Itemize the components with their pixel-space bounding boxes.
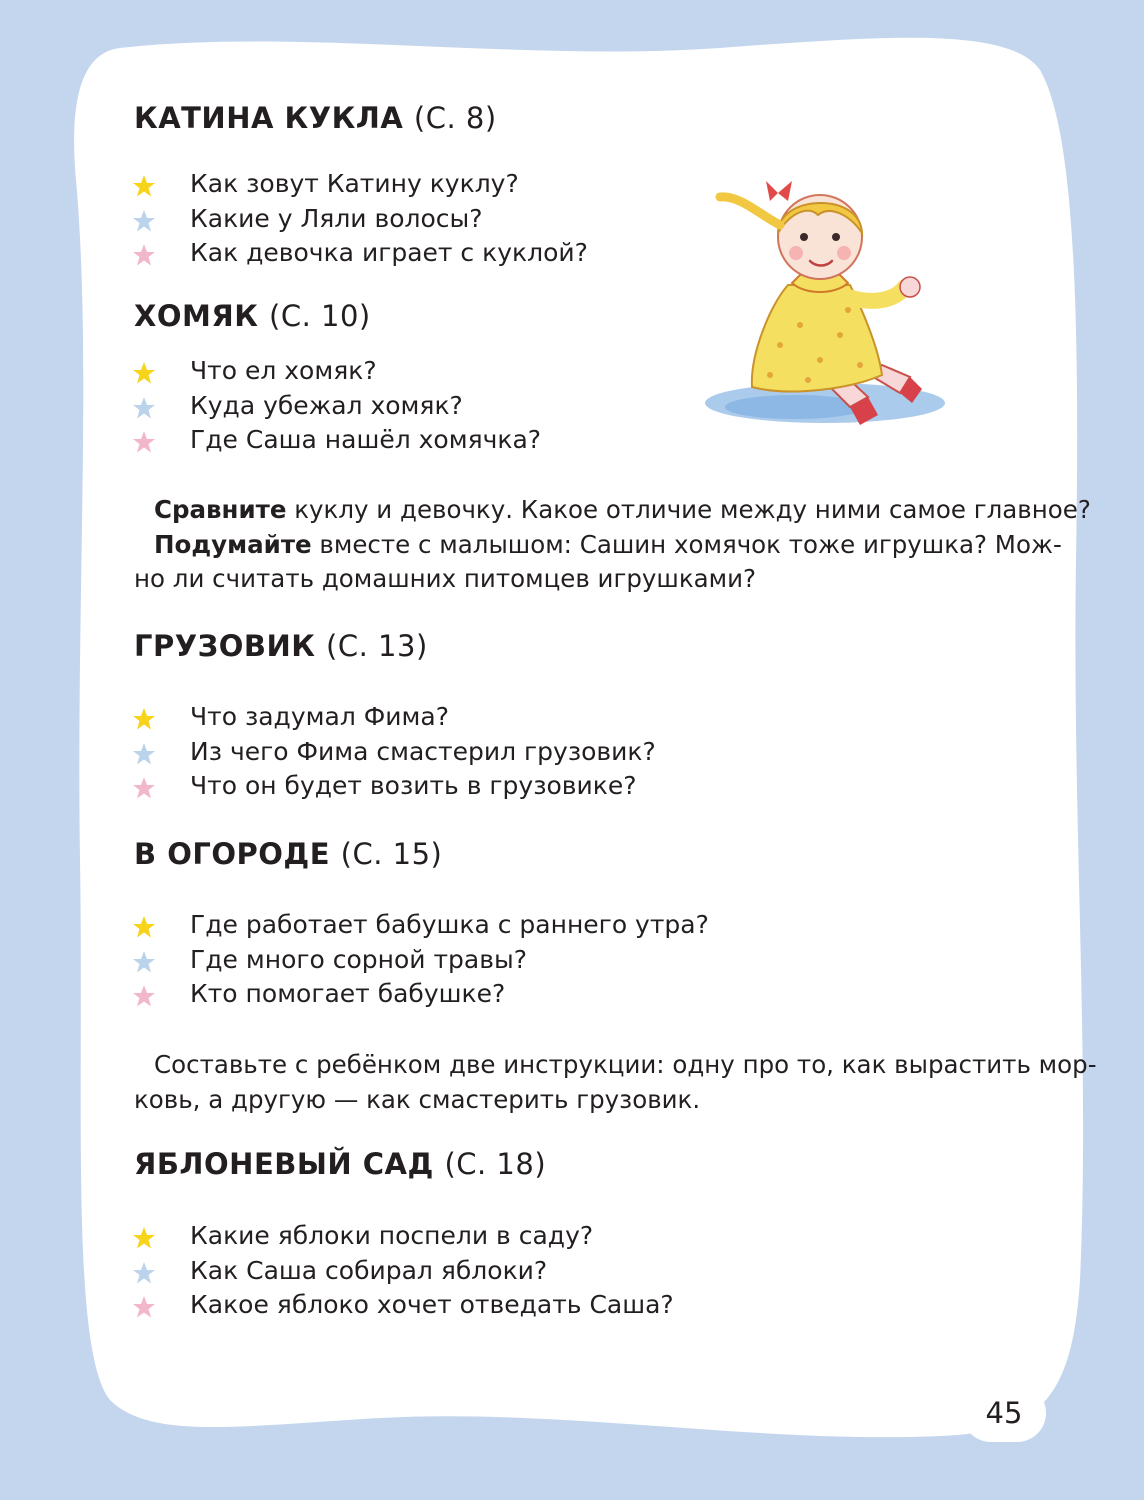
section-heading-1 xyxy=(134,100,497,136)
star-icon xyxy=(132,1261,156,1285)
star-icon xyxy=(132,243,156,267)
section-title: КАТИНА КУКЛА xyxy=(134,101,404,135)
star-icon xyxy=(132,776,156,800)
question-list-1 xyxy=(132,167,692,271)
section-title: ЯБЛОНЕВЫЙ САД xyxy=(134,1147,434,1181)
section-title: В ОГОРОДЕ xyxy=(134,837,331,871)
question-text: Как Саша собирал яблоки? xyxy=(190,1255,548,1285)
bold-keyword: Сравните xyxy=(154,495,287,524)
page-reference: (С. 18) xyxy=(444,1147,547,1181)
star-icon xyxy=(132,361,156,385)
star-icon xyxy=(132,1226,156,1250)
list-item xyxy=(132,354,692,389)
bold-keyword: Подумайте xyxy=(154,529,312,559)
list-item xyxy=(132,977,692,1012)
question-text: Что задумал Фима? xyxy=(190,702,449,731)
instruction-paragraph-2 xyxy=(134,1048,1097,1117)
list-item xyxy=(132,167,692,202)
paragraph-line: но ли считать домашних питомцев игрушками? xyxy=(134,564,757,593)
question-text: Как зовут Катину куклу? xyxy=(190,169,519,198)
list-item xyxy=(132,908,709,943)
list-item xyxy=(132,202,692,237)
section-heading-4 xyxy=(134,836,442,872)
question-text: Как девочка играет с куклой? xyxy=(190,238,588,267)
page-reference: (С. 8) xyxy=(413,101,497,135)
section-heading-3 xyxy=(134,628,428,664)
section-heading-5 xyxy=(134,1146,546,1182)
star-icon xyxy=(132,742,156,766)
question-text: Какое яблоко хочет отведать Саша? xyxy=(190,1290,674,1319)
list-item xyxy=(132,735,692,770)
star-icon xyxy=(132,950,156,974)
question-text: Кто помогает бабушке? xyxy=(190,979,506,1008)
question-list-3 xyxy=(132,700,692,804)
section-title: ХОМЯК xyxy=(134,299,259,333)
question-text: Куда убежал хомяк? xyxy=(190,390,463,420)
list-item xyxy=(132,1219,692,1254)
paragraph-line: Составьте с ребёнком две инструкции: одну про то, как вырастить мор- xyxy=(154,1050,1097,1079)
question-text: Из чего Фима смастерил грузовик? xyxy=(190,736,656,766)
list-item xyxy=(132,423,692,458)
paragraph-line: ковь, а другую — как смастерить грузовик. xyxy=(134,1084,701,1114)
question-list-4 xyxy=(132,908,709,1012)
list-item xyxy=(132,1254,692,1289)
page-number: 45 xyxy=(985,1396,1023,1430)
question-text: Что он будет возить в грузовике? xyxy=(190,771,637,800)
instruction-paragraph-1 xyxy=(134,493,1091,597)
star-icon xyxy=(132,396,156,420)
list-item xyxy=(132,1288,692,1323)
page-reference: (С. 15) xyxy=(340,837,443,871)
question-text: Какие у Ляли волосы? xyxy=(190,203,483,233)
star-icon xyxy=(132,915,156,939)
list-item xyxy=(132,236,692,271)
star-icon xyxy=(132,1295,156,1319)
paragraph-line: Подумайте вместе с малышом: Сашин хомячок тоже игрушка? Мож- xyxy=(154,529,1062,559)
star-icon xyxy=(132,430,156,454)
page-number-badge xyxy=(962,1384,1046,1442)
list-item xyxy=(132,943,692,978)
section-heading-2 xyxy=(134,298,371,334)
question-text: Где много сорной травы? xyxy=(190,944,527,974)
page-reference: (С. 13) xyxy=(326,629,428,663)
list-item xyxy=(132,389,692,424)
list-item xyxy=(132,769,692,804)
question-text: Где Саша нашёл хомячка? xyxy=(190,425,542,454)
star-icon xyxy=(132,707,156,731)
star-icon xyxy=(132,209,156,233)
question-text: Где работает бабушка с раннего утра? xyxy=(190,910,709,939)
question-text: Что ел хомяк? xyxy=(190,356,377,385)
question-list-2 xyxy=(132,354,692,458)
list-item xyxy=(132,700,692,735)
section-title: ГРУЗОВИК xyxy=(134,629,316,663)
star-icon xyxy=(132,174,156,198)
star-icon xyxy=(132,984,156,1008)
doll-illustration xyxy=(700,175,950,440)
question-list-5 xyxy=(132,1219,692,1323)
page-reference: (С. 10) xyxy=(269,299,371,333)
paragraph-line: Сравните куклу и девочку. Какое отличие между ними самое главное? xyxy=(154,495,1091,524)
question-text: Какие яблоки поспели в саду? xyxy=(190,1221,594,1250)
